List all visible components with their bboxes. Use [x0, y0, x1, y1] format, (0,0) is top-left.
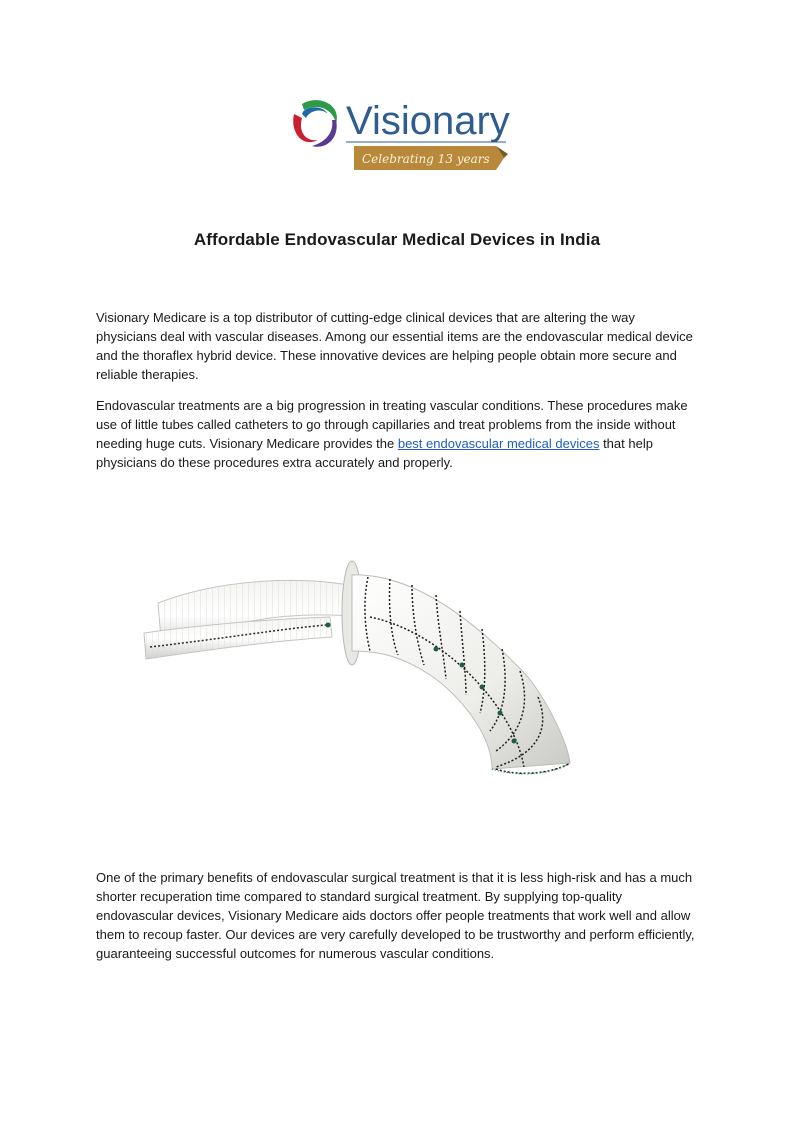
paragraph-text: Endovascular treatments are a big progression in treating vascular conditions. These procedures make use of little tubes called catheters to go through capillaries and treat problems from the inside without needing huge cuts. Visionary Medicare provides the: [96, 398, 688, 451]
best-devices-link[interactable]: best endovascular medical devices: [397, 436, 600, 451]
paragraph-text: that help physicians do these procedures extra accurately and properly.: [96, 436, 653, 470]
logo-tagline: Celebrating 13 years: [362, 152, 490, 166]
logo-wordmark: Visionary: [346, 99, 510, 143]
visionary-logo: [282, 90, 512, 172]
stent-graft-image: [140, 555, 580, 785]
thoraflex-device-illustration: [140, 555, 580, 785]
benefits-paragraph: One of the primary benefits of endovascular surgical treatment is that it is less high-risk and has a much shorter recuperation time compared to standard surgical treatment. By supplying top-quality endovascular devices, Visionary Medicare aids doctors offer people treatments that work well and allow them to recoup faster. Our devices are very carefully developed to be trustworthy and perform efficiently, guaranteeing successful outcomes for numerous vascular conditions.: [96, 870, 695, 961]
logo-graphic: [282, 90, 512, 172]
intro-paragraph: Visionary Medicare is a top distributor of cutting-edge clinical devices that are altering the way physicians deal with vascular diseases. Among our essential items are the endovascular medical device and the thoraflex hybrid device. These innovative devices are helping people obtain more secure and reliable therapies.: [96, 310, 693, 382]
treatments-paragraph: [96, 396, 698, 472]
page-title: Affordable Endovascular Medical Devices in India: [193, 230, 601, 249]
